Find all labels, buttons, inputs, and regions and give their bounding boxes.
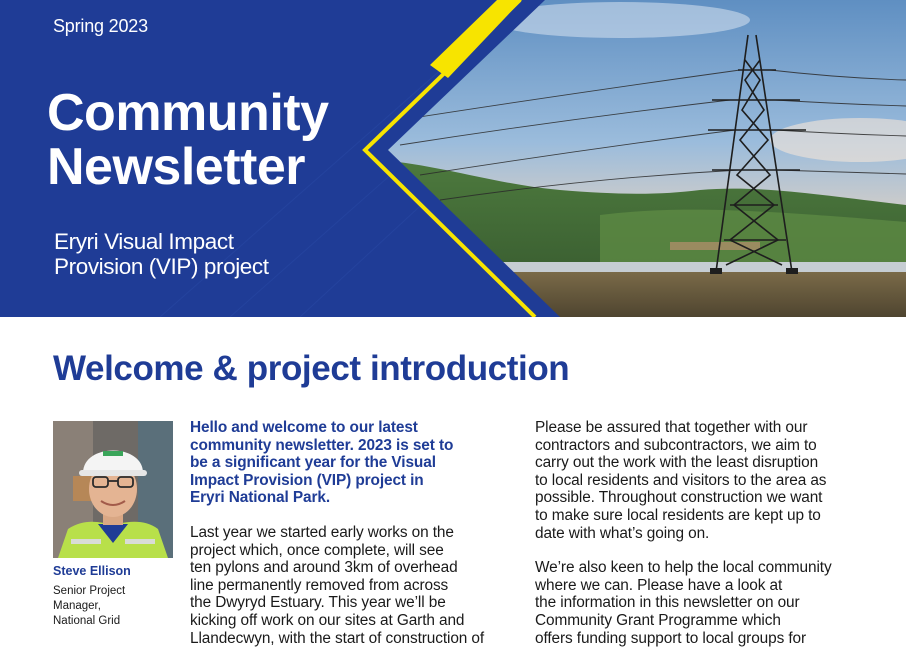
text-line: ten pylons and around 3km of overhead bbox=[190, 559, 458, 577]
role-line: Senior Project bbox=[53, 585, 126, 597]
text-line: be a significant year for the Visual bbox=[190, 454, 436, 472]
newsletter-title bbox=[47, 86, 377, 194]
text-line: line permanently removed from across bbox=[190, 576, 449, 594]
section-heading: Welcome & project introduction bbox=[53, 349, 570, 388]
text-line: possible. Throughout construction we want bbox=[535, 489, 823, 507]
text-line: to make sure local residents are kept up to bbox=[535, 506, 821, 524]
text-line: Hello and welcome to our latest bbox=[190, 419, 418, 436]
text-line: to local residents and visitors to the area as bbox=[535, 471, 827, 489]
article-column-1 bbox=[190, 419, 500, 664]
text-line: Community Grant Programme which bbox=[535, 611, 781, 629]
text-line: the Dwyryd Estuary. This year we’ll be bbox=[190, 594, 446, 612]
subtitle-line: Eryri Visual Impact bbox=[54, 229, 234, 254]
text-line: Impact Provision (VIP) project in bbox=[190, 471, 424, 489]
body-paragraph bbox=[535, 559, 875, 647]
role-line: National Grid bbox=[53, 615, 121, 627]
subtitle-line: Provision (VIP) project bbox=[54, 254, 269, 279]
text-line: project which, once complete, will see bbox=[190, 541, 444, 559]
article-column-2 bbox=[535, 419, 875, 664]
text-line: the information in this newsletter on our bbox=[535, 594, 800, 612]
profile-photo bbox=[53, 421, 173, 558]
role-line: Manager, bbox=[53, 600, 101, 612]
text-line: where we can. Please have a look at bbox=[535, 576, 783, 594]
text-line: offers funding support to local groups for bbox=[535, 629, 807, 647]
text-line: Eryri National Park. bbox=[190, 489, 330, 507]
text-line: kicking off work on our sites at Garth and bbox=[190, 611, 465, 629]
text-line: Llandecwyn, with the start of construction of bbox=[190, 629, 485, 647]
text-line: community newsletter. 2023 is set to bbox=[190, 436, 454, 454]
body-paragraph bbox=[190, 524, 500, 647]
profile-name: Steve Ellison bbox=[53, 564, 131, 578]
text-line: Please be assured that together with our bbox=[535, 419, 808, 436]
project-subtitle bbox=[54, 229, 374, 279]
title-line: Newsletter bbox=[47, 138, 305, 196]
body-paragraph bbox=[535, 419, 875, 542]
text-line: Last year we started early works on the bbox=[190, 523, 454, 541]
text-line: date with what’s going on. bbox=[535, 524, 710, 542]
edition-label: Spring 2023 bbox=[53, 16, 148, 36]
text-line: carry out the work with the least disruption bbox=[535, 454, 819, 472]
header-banner bbox=[0, 0, 906, 317]
profile-role bbox=[53, 584, 173, 629]
intro-paragraph bbox=[190, 419, 500, 507]
title-line: Community bbox=[47, 84, 329, 142]
text-line: We’re also keen to help the local community bbox=[535, 559, 832, 577]
text-line: contractors and subcontractors, we aim to bbox=[535, 436, 817, 454]
